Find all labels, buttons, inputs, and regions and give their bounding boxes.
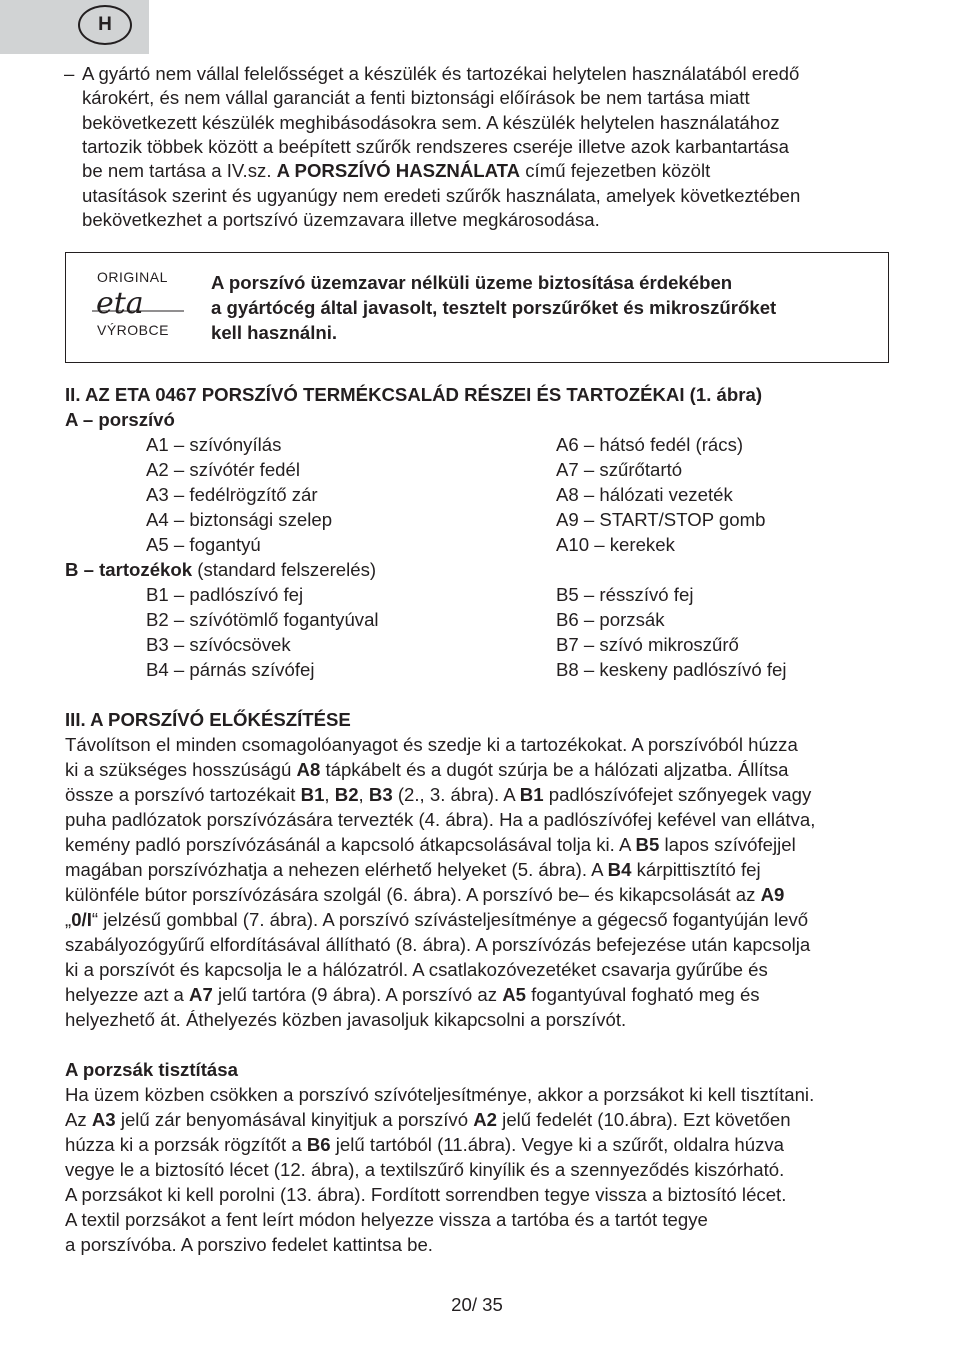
list-item: B3 – szívócsövek [146, 634, 291, 655]
list-item: B1 – padlószívó fej [146, 584, 304, 605]
section-2-title: II. AZ ETA 0467 PORSZÍVÓ TERMÉKCSALÁD RÉSZEI ÉS TARTOZÉKAI (1. ábra) [65, 384, 763, 405]
list-item: B6 – porzsák [556, 609, 665, 630]
list-dash: – [64, 63, 75, 84]
list-item: A6 – hátsó fedél (rács) [556, 434, 744, 455]
list-item: A5 – fogantyú [146, 534, 261, 555]
filter-notice-box [65, 252, 889, 363]
part-a-title: A – porszívó [65, 409, 175, 430]
list-item: A7 – szűrőtartó [556, 459, 683, 480]
list-item: B2 – szívótömlő fogantyúval [146, 609, 379, 630]
list-item: A4 – biztonsági szelep [146, 509, 333, 530]
list-item: B7 – szívó mikroszűrő [556, 634, 739, 655]
language-badge: H [78, 5, 132, 45]
list-item: A3 – fedélrögzítő zár [146, 484, 318, 505]
list-item: B8 – keskeny padlószívó fej [556, 659, 787, 680]
list-item: A9 – START/STOP gomb [556, 509, 766, 530]
list-item: B4 – párnás szívófej [146, 659, 315, 680]
logo-original-label: ORIGINAL [97, 269, 168, 285]
list-item: A2 – szívótér fedél [146, 459, 300, 480]
svg-text:eta: eta [96, 289, 144, 319]
logo-vyrobce-label: VÝROBCE [97, 322, 169, 338]
eta-logo-icon [92, 289, 188, 319]
list-item: A8 – hálózati vezeték [556, 484, 733, 505]
page-number: 20/ 35 [451, 1294, 503, 1315]
language-tab [0, 0, 149, 54]
section-3-title: III. A PORSZÍVÓ ELŐKÉSZÍTÉSE [65, 709, 351, 730]
notice-text: A porszívó üzemzavar nélküli üzeme biztosítása érdekében a gyártócég által javasolt, tesztelt porszűrőket és mikroszűrőket kell használni. [211, 272, 777, 343]
list-item: A1 – szívónyílás [146, 434, 282, 455]
part-b-title: B – tartozékok (standard felszerelés) [65, 559, 377, 580]
dust-bag-title: A porzsák tisztítása [65, 1059, 238, 1080]
list-item: B5 – résszívó fej [556, 584, 694, 605]
list-item: A10 – kerekek [556, 534, 675, 555]
